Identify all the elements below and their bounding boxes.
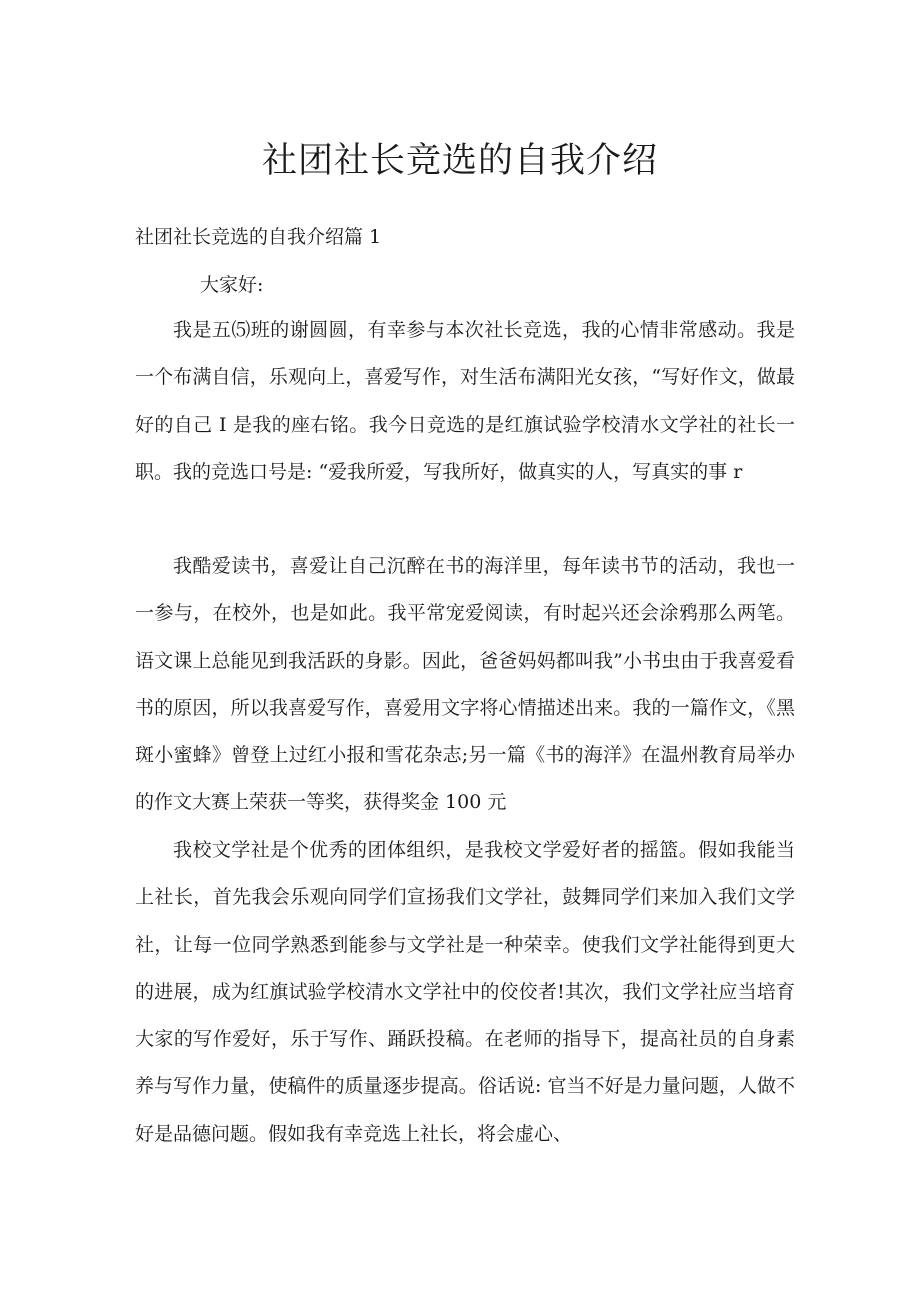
body-paragraph-3: 我校文学社是个优秀的团体组织，是我校文学爱好者的摇篮。假如我能当上社长，首先我会乐观向同学们宣扬我们文学社，鼓舞同学们来加入我们文学社，让每一位同学熟悉到能参与文学社是一种荣幸。使我们文学社能得到更大的进展，成为红旗试验学校清水文学社中的佼佼者!其次，我们文学社应当培育大家的写作爱好，乐于写作、踊跃投稿。在老师的指导下，提高社员的自身素养与写作力量，使稿件的质量逐步提高。俗话说: 官当不好是力量问题，人做不好是品德问题。假如我有幸竞选上社长，将会虚心、 [135,839,795,1145]
document-title: 社团社长竞选的自我介绍 [261,141,658,181]
section-heading: 社团社长竞选的自我介绍篇 1 [135,226,382,248]
body-paragraph-2: 我酷爱读书，喜爱让自己沉醉在书的海洋里，每年读书节的活动，我也一一参与，在校外，也是如此。我平常宠爱阅读，有时起兴还会涂鸦那么两笔。语文课上总能见到我活跃的身影。因此，爸爸妈妈都叫我”小书虫由于我喜爱看书的原因，所以我喜爱写作，喜爱用文字将心情描述出来。我的一篇作文，《黑斑小蜜蜂》曾登上过红小报和雪花杂志;另一篇《书的海洋》在温州教育局举办的作文大赛上荣获一等奖，获得奖金 100 元 [135,555,795,814]
body-paragraph-1: 我是五⑸班的谢圆圆，有幸参与本次社长竞选，我的心情非常感动。我是一个布满自信，乐观向上，喜爱写作，对生活布满阳光女孩，“写好作文，做最好的自己 I 是我的座右铭。我今日竞选的是红旗试验学校清水文学社的社长一职。我的竞选口号是: “爱我所爱，写我所好，做真实的人，写真实的事 r [135,319,795,483]
greeting-line: 大家好: [200,274,264,296]
